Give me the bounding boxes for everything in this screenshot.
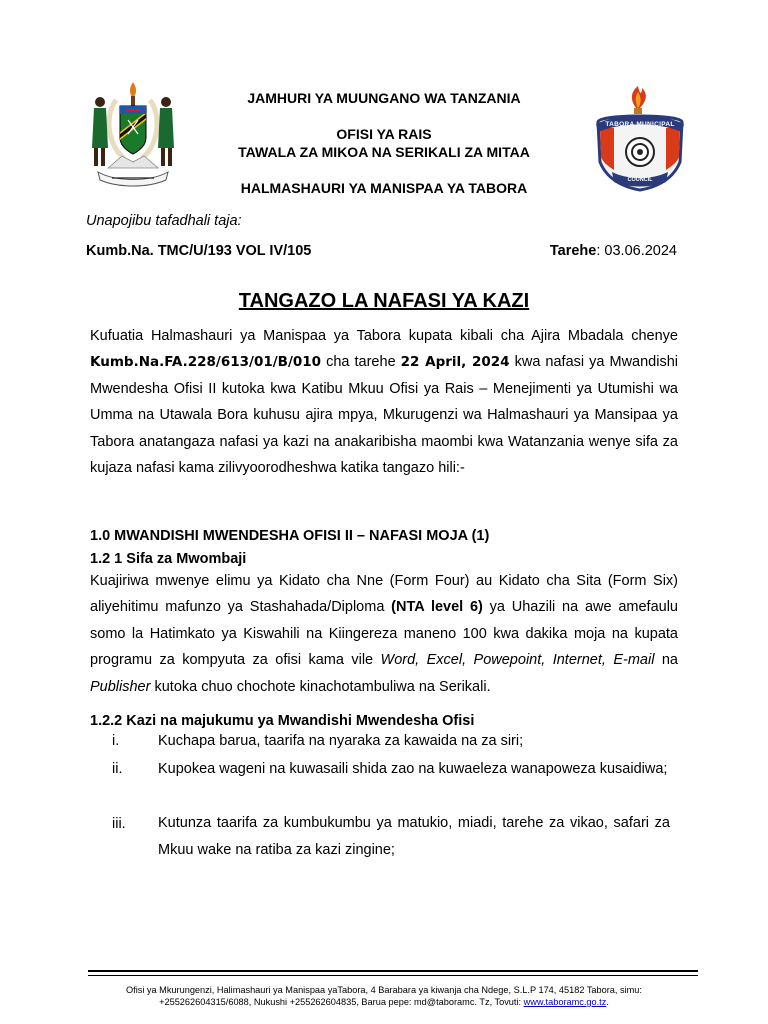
document-title: TANGAZO LA NAFASI YA KAZI xyxy=(238,290,530,312)
section-heading: 1.0 MWANDISHI MWENDESHA OFISI II – NAFASI MOJA (1) xyxy=(90,528,490,544)
duty-number: ii. xyxy=(112,761,123,777)
tanzania-coat-of-arms-logo xyxy=(86,76,180,188)
qual-text-1: Kuajiriwa mwenye elimu ya Kidato cha Nne (Form Four) au Kidato cha Sita (Form Six) aliyehitimu mafunzo ya Stashahada/Diploma xyxy=(90,573,678,616)
footer-website-link[interactable]: www.taboramc.go.tz xyxy=(523,997,607,1007)
qualifications-heading: 1.2 1 Sifa za Mwombaji xyxy=(90,551,247,567)
permit-reference: Kumb.Na.FA.228/613/01/B/010 xyxy=(90,354,322,371)
footer-line-1: Ofisi ya Mkurungenzi, Halimashauri ya Manispaa yaTabora, 4 Barabara ya kiwanja cha Ndege, S.L.P 174, 45182 Tabora, simu: xyxy=(126,985,642,995)
duties-heading: 1.2.2 Kazi na majukumu ya Mwandishi Mwendesha Ofisi xyxy=(90,713,475,729)
nta-level: (NTA level 6) xyxy=(391,599,483,616)
footer-address xyxy=(70,984,698,1008)
footer-rule xyxy=(88,970,698,972)
seal-text-bottom: COUNCIL xyxy=(627,177,653,183)
intro-text-1: Kufuatia Halmashauri ya Manispaa ya Tabora kupata kibali cha Ajira Mbadala chenye xyxy=(90,328,678,344)
duty-text: Kutunza taarifa za kumbukumbu ya matukio, miadi, tarehe za vikao, safari za Mkuu wake na ratiba za kazi zingine; xyxy=(158,815,670,858)
qualifications-paragraph xyxy=(90,568,678,700)
document-date xyxy=(550,243,677,259)
header-country: JAMHURI YA MUUNGANO WA TANZANIA xyxy=(247,90,521,106)
duty-number: i. xyxy=(112,733,120,749)
qual-text-2: ya Uhazili na awe amefaulu somo la Hatimkato ya Kiswahili na Kiingereza maneno 100 kwa dakika moja na kupata programu za kompyuta za ofisi kama vile xyxy=(90,599,678,669)
header-ministry: TAWALA ZA MIKOA NA SERIKALI ZA MITAA xyxy=(238,144,530,160)
intro-text-3: kwa nafasi ya Mwandishi Mwendesha Ofisi II kutoka kwa Katibu Mkuu Ofisi ya Rais – Menejimenti ya Utumishi wa Umma na Utawala Bora kuhusu ajira mpya, Mkurugenzi wa Halmashauri ya Mansipaa ya Tabora anatangaza nafasi ya kazi na anakaribisha maombi kwa Watanzania wenye sifa za kujaza nafasi kama zilivyoorodheshwa katika tangazo hili:- xyxy=(90,354,678,477)
footer-line-2 xyxy=(70,996,698,1008)
duty-text: Kuchapa barua, taarifa na nyaraka za kawaida na za siri; xyxy=(158,733,524,749)
software-list: Word, Excel, Powepoint, Internet, E-mail xyxy=(380,652,655,669)
footer-rule-thin xyxy=(88,975,698,976)
header-office: OFISI YA RAIS xyxy=(336,126,432,142)
header-council: HALMASHAURI YA MANISPAA YA TABORA xyxy=(240,180,528,196)
duty-number: iii. xyxy=(112,816,126,832)
qual-text-3: na xyxy=(654,652,678,669)
reply-note: Unapojibu tafadhali taja: xyxy=(86,213,242,229)
footer-contacts: +255262604315/6088, Nukushi +255262604835, Barua pepe: md@taboramc. Tz, Tovuti: xyxy=(159,997,524,1007)
permit-date: 22 April, 2024 xyxy=(400,354,510,371)
reference-number: Kumb.Na. TMC/U/193 VOL IV/105 xyxy=(86,243,312,259)
publisher-software: Publisher xyxy=(90,678,151,695)
seal-text-top: TABORA MUNICIPAL xyxy=(605,121,675,128)
intro-paragraph xyxy=(90,323,678,481)
tabora-municipal-council-seal-logo xyxy=(592,84,688,192)
footer-end: . xyxy=(606,997,609,1007)
qual-text-4: kutoka chuo chochote kinachotambuliwa na Serikali. xyxy=(150,678,491,695)
intro-text-2: cha tarehe xyxy=(321,354,401,371)
date-label: Tarehe xyxy=(549,243,597,259)
date-value: : 03.06.2024 xyxy=(596,243,677,259)
duty-text: Kupokea wageni na kuwasaili shida zao na kuwaeleza wanapoweza kusaidiwa; xyxy=(158,761,668,777)
